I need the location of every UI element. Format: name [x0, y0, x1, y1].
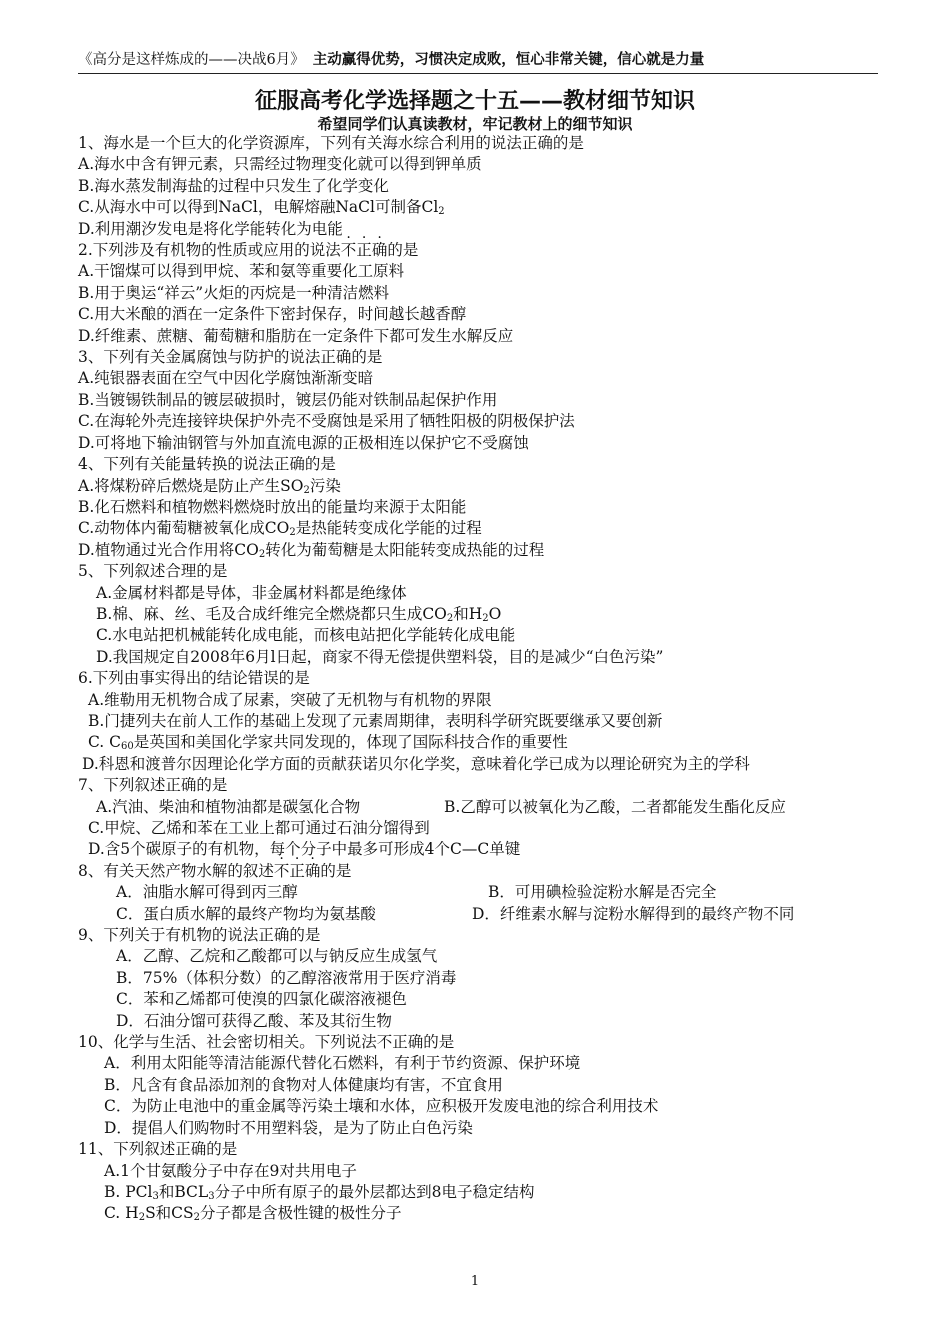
- question-option: D.利用潮汐发电是将化学能转化为电能: [78, 219, 343, 238]
- question-stem: 3、下列有关金属腐蚀与防护的说法正确的是: [78, 348, 383, 367]
- question-option: A.将煤粉碎后燃烧是防止产生$SO_2$污染: [78, 476, 341, 496]
- question-option: D.科恩和渡普尔因理论化学方面的贡献获诺贝尔化学奖，意味着化学已成为以理论研究为主的学科: [82, 754, 750, 773]
- question-option: A.金属材料都是导体，非金属材料都是绝缘体: [96, 583, 407, 602]
- header-motto: 主动赢得优势，习惯决定成败，恒心非常关键，信心就是力量: [312, 51, 705, 68]
- question-option: A.海水中含有钾元素，只需经过物理变化就可以得到钾单质: [78, 155, 482, 174]
- question-option: C.水电站把机械能转化成电能，而核电站把化学能转化成电能: [96, 626, 516, 645]
- question-option: C. $H_2S$和$CS_2$分子都是含极性键的极性分子: [104, 1204, 402, 1224]
- question-option: B．凡含有食品添加剂的食物对人体健康均有害，不宜食用: [104, 1075, 503, 1094]
- question-option: B．75%（体积分数）的乙醇溶液常用于医疗消毒: [116, 968, 457, 987]
- question-option: C.动物体内葡萄糖被氧化成$CO_2$是热能转变成化学能的过程: [78, 519, 482, 539]
- page-number: 1: [470, 1274, 480, 1289]
- question-option: A．油脂水解可得到丙三醇: [116, 883, 298, 902]
- question-option: D.纤维素、蔗糖、葡萄糖和脂肪在一定条件下都可发生水解反应: [78, 326, 514, 345]
- question-option-row: [78, 797, 880, 818]
- question-option: A.1个甘氨酸分子中存在9对共用电子: [104, 1161, 357, 1180]
- question-option: C.用大米酿的酒在一定条件下密封保存，时间越长越香醇: [78, 305, 467, 324]
- question-option: C．苯和乙烯都可使溴的四氯化碳溶液褪色: [116, 990, 407, 1009]
- question-list: [78, 133, 880, 1225]
- question-stem: 6.下列由事实得出的结论错误的是: [78, 669, 310, 688]
- page-header: [78, 50, 878, 72]
- question-stem: 4、下列有关能量转换的说法正确的是: [78, 455, 336, 474]
- question-option: C.甲烷、乙烯和苯在工业上都可通过石油分馏得到: [88, 819, 430, 837]
- question-option: D．石油分馏可获得乙酸、苯及其衍生物: [116, 1011, 392, 1030]
- question-option: A.汽油、柴油和植物油都是碳氢化合物: [96, 797, 361, 816]
- question-option: D.我国规定自2008年6月l日起，商家不得无偿提供塑料袋，目的是减少“白色污染”: [96, 647, 664, 666]
- question-stem: 11、下列叙述正确的是: [78, 1140, 238, 1159]
- question-option: D.植物通过光合作用将$CO_2$转化为葡萄糖是太阳能转变成热能的过程: [78, 540, 545, 560]
- question-option: B.棉、麻、丝、毛及合成纤维完全燃烧都只生成$CO_2$和$H_2O$: [96, 604, 502, 624]
- question-option: B.乙醇可以被氧化为乙酸，二者都能发生酯化反应: [444, 797, 786, 816]
- question-option: B.当镀锡铁制品的镀层破损时，镀层仍能对铁制品起保护作用: [78, 390, 498, 409]
- question-option: D.含5个碳原子的有机物，每个分子中最多可形成4个C—C单键: [88, 840, 521, 859]
- question-stem: 1、海水是一个巨大的化学资源库，下列有关海水综合利用的说法正确的是: [78, 134, 584, 152]
- question-stem: 7、下列叙述正确的是: [78, 776, 228, 795]
- question-option: B.用于奥运“祥云”火炬的丙烷是一种清洁燃料: [78, 283, 390, 302]
- question-option: C.在海轮外壳连接锌块保护外壳不受腐蚀是采用了牺牲阳极的阴极保护法: [78, 412, 575, 431]
- question-option: D．纤维素水解与淀粉水解得到的最终产物不同: [472, 904, 795, 923]
- header-series-title: 《高分是这样炼成的——决战6月》: [78, 52, 305, 68]
- document-subtitle: 希望同学们认真读教材，牢记教材上的细节知识: [317, 115, 633, 133]
- question-option: C. $C_{60}$是英国和美国化学家共同发现的，体现了国际科技合作的重要性: [88, 733, 568, 753]
- question-stem: 10、化学与生活、社会密切相关。下列说法不正确的是: [78, 1033, 455, 1052]
- question-stem: 8、有关天然产物水解的叙述不正确的是: [78, 861, 352, 880]
- question-option: D．提倡人们购物时不用塑料袋，是为了防止白色污染: [104, 1118, 473, 1137]
- question-option: A．乙醇、乙烷和乙酸都可以与钠反应生成氢气: [116, 947, 438, 966]
- question-option: C．为防止电池中的重金属等污染土壤和水体，应积极开发废电池的综合利用技术: [104, 1097, 659, 1116]
- question-option: B.化石燃料和植物燃料燃烧时放出的能量均来源于太阳能: [78, 497, 467, 516]
- question-option: C．蛋白质水解的最终产物均为氨基酸: [116, 904, 376, 923]
- question-option: B.门捷列夫在前人工作的基础上发现了元素周期律，表明科学研究既要继承又要创新: [88, 711, 663, 730]
- question-option: B．可用碘检验淀粉水解是否完全: [488, 883, 717, 902]
- question-option: C.从海水中可以得到NaCl，电解熔融NaCl可制备$Cl_2$: [78, 198, 445, 218]
- question-option: A.维勒用无机物合成了尿素，突破了无机物与有机物的界限: [88, 690, 492, 709]
- question-option-row: [78, 882, 880, 903]
- question-option: A．利用太阳能等清洁能源代替化石燃料，有利于节约资源、保护环境: [104, 1054, 581, 1073]
- question-option: B.海水蒸发制海盐的过程中只发生了化学变化: [78, 176, 389, 195]
- question-option: D.可将地下输油钢管与外加直流电源的正极相连以保护它不受腐蚀: [78, 433, 529, 452]
- question-stem: 9、下列关于有机物的说法正确的是: [78, 926, 321, 945]
- question-stem: 2.下列涉及有机物的性质或应用的说法不正确的是: [78, 241, 419, 260]
- question-option-row: [78, 904, 880, 925]
- question-option: B. PCl$_3$和$BCL_3$分子中所有原子的最外层都达到8电子稳定结构: [104, 1182, 535, 1202]
- question-option: A.干馏煤可以得到甲烷、苯和氨等重要化工原料: [78, 262, 405, 281]
- document-title: 征服高考化学选择题之十五——教材细节知识: [254, 89, 695, 114]
- header-rule: [78, 73, 878, 74]
- question-option: A.纯银器表面在空气中因化学腐蚀渐渐变暗: [78, 369, 374, 388]
- question-stem: 5、下列叙述合理的是: [78, 562, 228, 581]
